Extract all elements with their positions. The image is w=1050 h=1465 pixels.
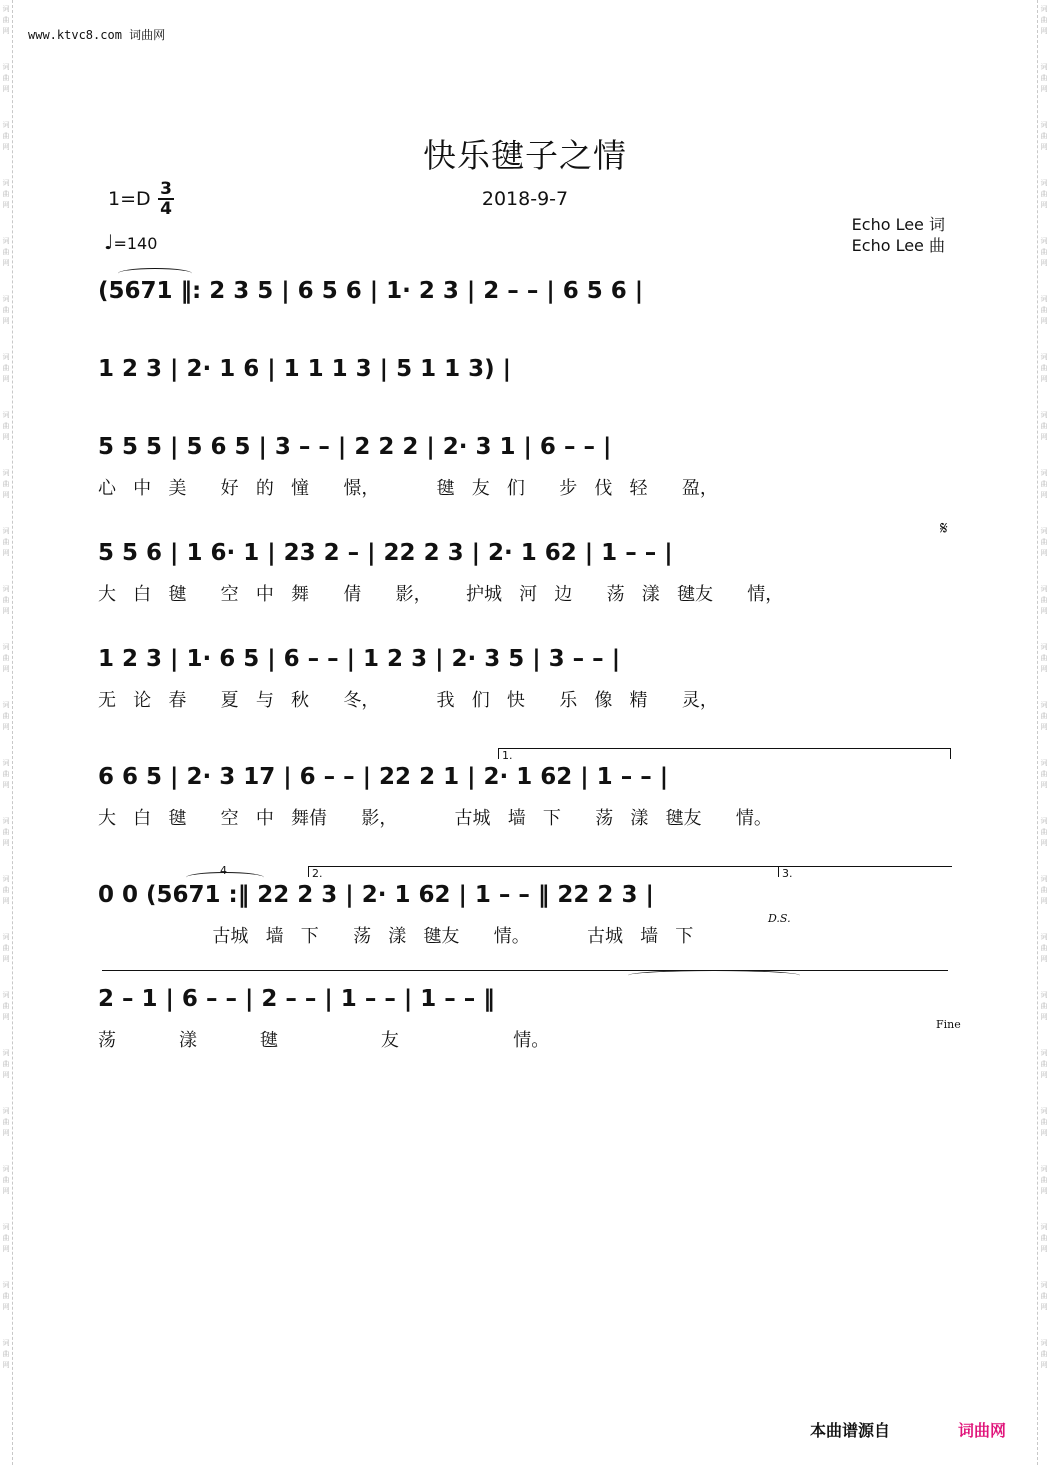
lyricist-credit: Echo Lee 词 [851,215,945,234]
key-signature: 1=D [108,188,151,210]
dal-segno-mark: D.S. [768,912,791,925]
notes: 5 5 5 | 5 6 5 | 3 – – | 2 2 2 | 2· 3 1 | 6 – – | [98,434,612,460]
watermark: 词曲网 [2,1165,10,1195]
watermark: 词曲网 [1040,63,1048,93]
watermark: 词曲网 [1040,527,1048,557]
watermark: 词曲网 [1040,179,1048,209]
watermark: 词曲网 [1040,991,1048,1021]
notes: (5671 ‖: 2 3 5 | 6 5 6 | 1· 2 3 | 2 – – | 6 5 6 | [98,278,644,304]
composer-credit: Echo Lee 曲 [851,236,945,255]
watermark: 词曲网 [1040,121,1048,151]
watermark: 词曲网 [2,991,10,1021]
watermark: 词曲网 [2,1223,10,1253]
time-signature-top: 3 [158,180,174,200]
watermark: 词曲网 [2,933,10,963]
volta-3: 3. [778,866,952,877]
notes: 0 0 (5671 :‖ 22 2 3 | 2· 1 62 | 1 – – ‖ 22 2 3 | [98,882,654,908]
quarter-note-icon: ♩ [104,230,114,254]
watermark: 词曲网 [1040,701,1048,731]
watermark: 词曲网 [1040,1339,1048,1369]
lyrics: 无 论 春 夏 与 秋 冬， 我 们 快 乐 像 精 灵， [98,690,718,711]
watermark: 词曲网 [1040,1281,1048,1311]
watermark: 词曲网 [1040,875,1048,905]
tempo-value: =140 [113,234,158,253]
volta-2: 2. [308,866,779,877]
watermark: 词曲网 [2,411,10,441]
fine-mark: Fine [936,1018,961,1031]
watermark: 词曲网 [2,527,10,557]
watermark: 词曲网 [1040,759,1048,789]
score-line-4 [98,540,950,620]
time-signature [158,180,174,218]
volta-continuation-line [102,970,948,971]
footer-brand-link[interactable]: 词曲网 [958,1421,1007,1440]
watermark: 词曲网 [2,1107,10,1137]
watermark: 词曲网 [1040,469,1048,499]
watermark: 词曲网 [2,5,10,35]
notes: 5 5 6 | 1 6· 1 | 23 2 – | 22 2 3 | 2· 1 62 | 1 – – | [98,540,673,566]
watermark: 词曲网 [2,585,10,615]
watermark: 词曲网 [1040,237,1048,267]
left-watermark-strip [0,0,13,1465]
watermark: 词曲网 [2,295,10,325]
watermark: 词曲网 [2,353,10,383]
tuplet-number: 4 [220,864,227,877]
score-line-8 [98,986,950,1066]
score-line-2 [98,356,950,436]
notes: 2 – 1 | 6 – – | 2 – – | 1 – – | 1 – – ‖ [98,986,495,1012]
footer-source-label: 本曲谱源自 [810,1421,891,1440]
watermark: 词曲网 [2,237,10,267]
watermark: 词曲网 [1040,1049,1048,1079]
notes: 1 2 3 | 1· 6 5 | 6 – – | 1 2 3 | 2· 3 5 | 3 – – | [98,646,621,672]
watermark: 词曲网 [2,701,10,731]
right-watermark-strip [1037,0,1050,1465]
watermark: 词曲网 [2,817,10,847]
watermark: 词曲网 [2,1281,10,1311]
watermark: 词曲网 [1040,643,1048,673]
watermark: 词曲网 [2,179,10,209]
tie [628,970,800,981]
watermark: 词曲网 [1040,5,1048,35]
score-line-6 [98,764,950,844]
watermark: 词曲网 [2,643,10,673]
notes: 1 2 3 | 2· 1 6 | 1 1 1 3 | 5 1 1 3) | [98,356,512,382]
watermark: 词曲网 [1040,933,1048,963]
watermark: 词曲网 [1040,1165,1048,1195]
watermark: 词曲网 [1040,1107,1048,1137]
watermark: 词曲网 [1040,1223,1048,1253]
song-title: 快乐毽子之情 [423,136,627,175]
tempo-marking [104,230,157,254]
lyrics: 心 中 美 好 的 憧 憬， 毽 友 们 步 伐 轻 盈， [98,478,718,499]
volta-1: 1. [498,748,951,759]
site-url: www.ktvc8.com 词曲网 [28,28,166,42]
time-signature-bottom: 4 [160,199,172,219]
song-date: 2018-9-7 [481,188,569,210]
segno-sign: 𝄋 [940,518,948,539]
lyrics: 大 白 毽 空 中 舞倩 影， 古城 墙 下 荡 漾 毽友 情。 [98,808,772,829]
watermark: 词曲网 [2,759,10,789]
score-line-7 [98,882,950,962]
watermark: 词曲网 [2,1049,10,1079]
lyrics: 荡 漾 毽 友 情。 [98,1030,550,1051]
watermark: 词曲网 [1040,411,1048,441]
watermark: 词曲网 [1040,817,1048,847]
watermark: 词曲网 [1040,295,1048,325]
watermark: 词曲网 [2,1339,10,1369]
lyrics: 大 白 毽 空 中 舞 倩 影， 护城 河 边 荡 漾 毽友 情， [98,584,784,605]
watermark: 词曲网 [2,875,10,905]
watermark: 词曲网 [2,469,10,499]
watermark: 词曲网 [1040,585,1048,615]
lyrics: 古城 墙 下 荡 漾 毽友 情。 古城 墙 下 [98,926,694,947]
watermark: 词曲网 [2,63,10,93]
score-line-5 [98,646,950,726]
score-line-3 [98,434,950,514]
watermark: 词曲网 [2,121,10,151]
score-line-1 [98,278,950,358]
watermark: 词曲网 [1040,353,1048,383]
notes: 6 6 5 | 2· 3 17 | 6 – – | 22 2 1 | 2· 1 62 | 1 – – | [98,764,669,790]
